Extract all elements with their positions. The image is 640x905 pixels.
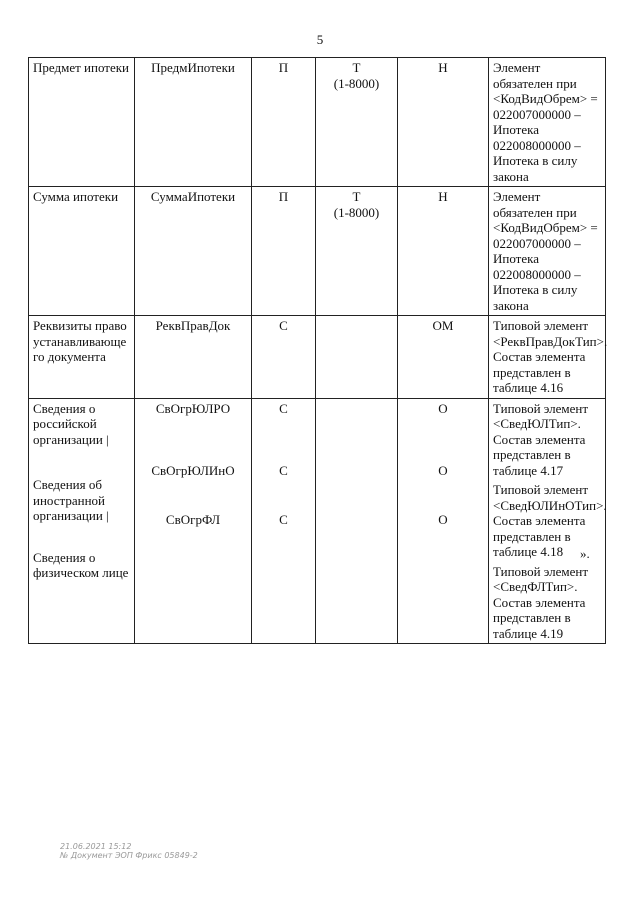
group-code-ino: СвОгрЮЛИнО <box>151 463 235 478</box>
element-code: ПредмИпотеки <box>135 58 252 187</box>
group-attr-fl: С <box>279 511 288 527</box>
group-code-fl: СвОгрФЛ <box>165 511 221 527</box>
spec-table <box>28 57 606 644</box>
element-req: Н <box>398 187 489 316</box>
group-attr-ro: С <box>279 400 288 416</box>
group-code-ro: СвОгрЮЛРО <box>155 400 231 416</box>
element-code: РеквПравДок <box>135 316 252 399</box>
element-desc: Элемент обязателен при <КодВидОбрем> = 022007000000 – Ипотека 022008000000 – Ипотека в силу закона <box>489 187 606 316</box>
group-attr-ino: С <box>279 463 288 478</box>
element-attr <box>252 398 316 644</box>
element-attr: П <box>252 58 316 187</box>
format-length: (1-8000) <box>333 204 380 220</box>
element-req: ОМ <box>398 316 489 399</box>
element-attr: С <box>252 316 316 399</box>
element-name: Предмет ипотеки <box>29 58 135 187</box>
table-row <box>29 316 606 399</box>
table-row <box>29 187 606 316</box>
element-req: Н <box>398 58 489 187</box>
group-desc-ro: Типовой элемент <СведЮЛТип>. Состав элемента представлен в таблице 4.17 <box>493 400 589 478</box>
element-req <box>398 398 489 644</box>
table-row <box>29 398 606 644</box>
element-desc: Типовой элемент <РеквПравДокТип>. Состав элемента представлен в таблице 4.16 <box>489 316 606 399</box>
element-attr: П <box>252 187 316 316</box>
format-length: (1-8000) <box>333 75 380 91</box>
element-format <box>316 398 398 644</box>
stamp-date: 21.06.2021 15:12 <box>60 842 132 851</box>
element-desc <box>489 398 606 644</box>
format-type: Т <box>352 60 361 75</box>
element-name: Сумма ипотеки <box>29 187 135 316</box>
element-format <box>316 316 398 399</box>
document-stamp <box>60 842 198 860</box>
element-desc: Элемент обязателен при <КодВидОбрем> = 022007000000 – Ипотека 022008000000 – Ипотека в силу закона <box>489 58 606 187</box>
element-code <box>135 398 252 644</box>
group-desc-fl: Типовой элемент <СведФЛТип>. Состав элемента представлен в таблице 4.19 <box>493 563 589 641</box>
format-type: Т <box>352 189 361 204</box>
group-name-ino: Сведения об иностранной организации | <box>33 477 109 523</box>
group-req-ino: О <box>438 463 448 478</box>
closing-quote: ». <box>580 546 590 561</box>
group-name-fl: Сведения о физическом лице <box>33 549 129 580</box>
element-name <box>29 398 135 644</box>
group-req-ro: О <box>438 400 448 416</box>
group-desc-ino: Типовой элемент <СведЮЛИнОТип>. Состав элемента представлен в таблице 4.18 <box>493 482 607 559</box>
element-code: СуммаИпотеки <box>135 187 252 316</box>
group-name-ro: Сведения о российской организации | <box>33 400 109 447</box>
stamp-doc: № Документ ЭОП Фрикс 05849-2 <box>60 851 198 860</box>
element-format <box>316 58 398 187</box>
page-number: 5 <box>316 32 324 47</box>
table-row <box>29 58 606 187</box>
element-name: Реквизиты правоустанавливающего документа <box>29 316 135 399</box>
element-format <box>316 187 398 316</box>
group-req-fl: О <box>438 511 448 527</box>
